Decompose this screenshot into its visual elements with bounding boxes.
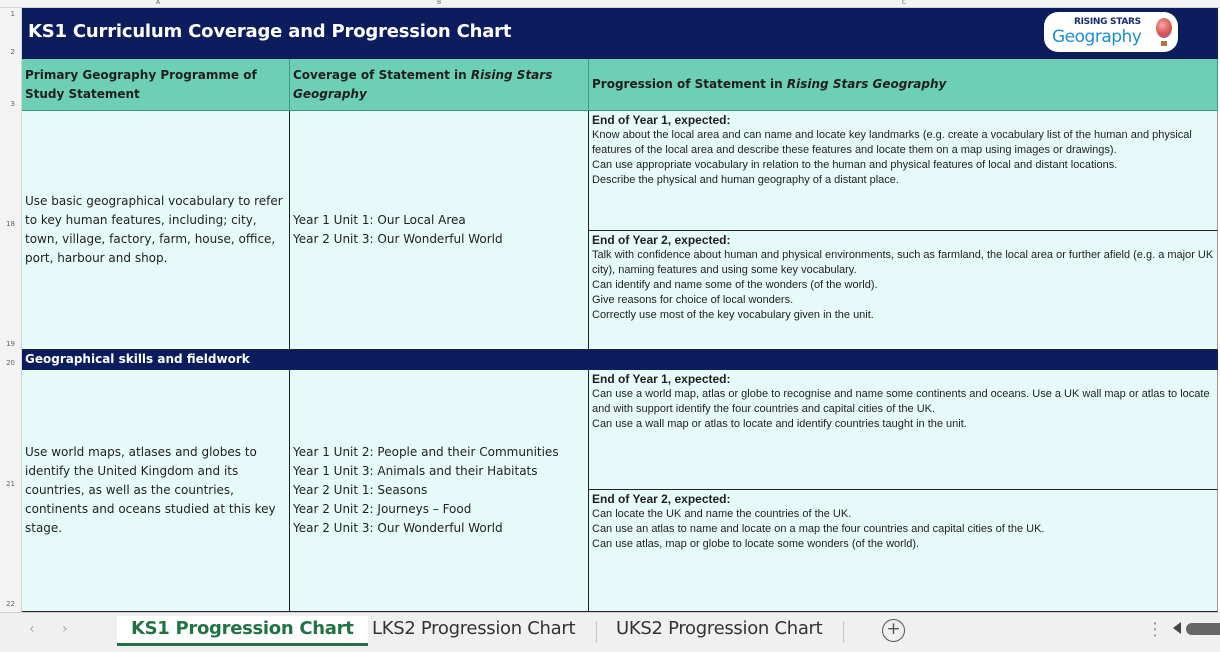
progression-line: Can identify and name some of the wonders (of the world). [592, 279, 878, 291]
tab-separator [843, 621, 844, 643]
logo-top-text: RISING STARS [1074, 17, 1141, 27]
progression-year1-title: End of Year 1, expected: [592, 372, 731, 386]
tab-uks2-progression-chart[interactable]: UKS2 Progression Chart [616, 618, 823, 639]
progression-year2-cell[interactable] [589, 231, 1218, 350]
coverage-item: Year 1 Unit 3: Animals and their Habitats [293, 464, 538, 478]
progression-line: Can use appropriate vocabulary in relation to the human and physical features of local and distant locations. [592, 159, 1118, 171]
sheet-tab-bar [0, 612, 1220, 652]
progression-year1-title: End of Year 1, expected: [592, 113, 731, 127]
statement-text: Use basic geographical vocabulary to refer to key human features, including; city, town, village, factory, farm, house, office, port, harbour and shop. [25, 194, 283, 265]
section-heading: Geographical skills and fieldwork [25, 352, 250, 366]
scroll-left-icon[interactable] [1173, 622, 1181, 634]
coverage-item: Year 1 Unit 2: People and their Communities [293, 445, 559, 459]
header-coverage[interactable] [290, 59, 589, 111]
progression-line: Can use atlas, map or globe to locate some wonders (of the world). [592, 538, 920, 550]
statement-text: Use world maps, atlases and globes to identify the United Kingdom and its countries, as well as the countries, continents and oceans studied at this key stage. [25, 445, 276, 535]
column-header-strip [0, 0, 1220, 8]
coverage-item: Year 2 Unit 3: Our Wonderful World [293, 232, 503, 246]
row-header-strip [0, 8, 22, 612]
column-header-a[interactable]: A [156, 0, 161, 6]
progression-line: Give reasons for choice of local wonders. [592, 294, 794, 306]
tab-ks1-progression-chart[interactable]: KS1 Progression Chart [117, 616, 368, 646]
header-progression-label: Progression of Statement in Rising Stars Geography [592, 77, 947, 91]
coverage-item: Year 2 Unit 2: Journeys – Food [293, 502, 472, 516]
row-number[interactable]: 2 [10, 48, 15, 56]
statement-cell[interactable] [22, 111, 290, 350]
header-coverage-label: Coverage of Statement in Rising Stars Geography [293, 67, 553, 101]
progression-line: Correctly use most of the key vocabulary given in the unit. [592, 309, 874, 321]
tab-lks2-progression-chart[interactable]: LKS2 Progression Chart [372, 618, 576, 639]
progression-year2-title: End of Year 2, expected: [592, 492, 731, 506]
next-sheet-icon[interactable]: › [62, 621, 68, 637]
more-options-icon[interactable]: ⋮ [1146, 619, 1164, 640]
header-progression[interactable] [589, 59, 1218, 111]
progression-line: Can use a wall map or atlas to locate and identify countries taught in the unit. [592, 418, 967, 430]
hot-air-balloon-icon [1156, 18, 1172, 38]
progression-line: Know about the local area and can name and locate key landmarks (e.g. create a vocabulary list of the human and physical features of the local area and describe these features and locate them on a map using images or drawings). [592, 129, 1192, 156]
horizontal-scrollbar-thumb[interactable] [1186, 623, 1220, 635]
add-sheet-icon[interactable]: + [882, 619, 905, 642]
progression-line: Describe the physical and human geography of a distant place. [592, 174, 899, 186]
progression-year2-title: End of Year 2, expected: [592, 233, 731, 247]
coverage-cell[interactable] [290, 370, 589, 612]
progression-line: Can use an atlas to name and locate on a map the four countries and capital cities of the UK. [592, 523, 1045, 535]
coverage-item: Year 2 Unit 3: Our Wonderful World [293, 521, 503, 535]
progression-year2-cell[interactable] [589, 490, 1218, 612]
section-heading-row[interactable] [22, 350, 1218, 370]
column-header-b[interactable]: B [437, 0, 442, 6]
coverage-cell[interactable] [290, 111, 589, 350]
row-number[interactable]: 20 [6, 359, 15, 367]
balloon-basket-icon [1161, 41, 1167, 46]
tab-separator [596, 621, 597, 643]
progression-line: Can use a world map, atlas or globe to recognise and name some continents and oceans. Use a UK wall map or atlas to locate and with support identify the four countries and capital cities of the UK. [592, 388, 1210, 415]
row-number[interactable]: 22 [6, 600, 15, 608]
row-number[interactable]: 1 [10, 10, 15, 18]
coverage-item: Year 1 Unit 1: Our Local Area [293, 213, 466, 227]
logo-bottom-text: Geography [1052, 27, 1142, 47]
progression-year1-cell[interactable] [589, 370, 1218, 490]
sheet-title: KS1 Curriculum Coverage and Progression Chart [28, 21, 512, 42]
coverage-item: Year 2 Unit 1: Seasons [293, 483, 428, 497]
column-header-c[interactable]: C [902, 0, 907, 6]
row-number[interactable]: 3 [10, 100, 15, 108]
header-programme-label: Primary Geography Programme of Study Statement [25, 67, 257, 101]
row-number[interactable]: 21 [6, 480, 15, 488]
progression-line: Talk with confidence about human and physical environments, such as farmland, the local area or further afield (e.g. a major UK city), naming features and using some key vocabulary. [592, 249, 1214, 276]
row-number[interactable]: 19 [6, 340, 15, 348]
prev-sheet-icon[interactable]: ‹ [29, 621, 35, 637]
rising-stars-geography-logo [1044, 12, 1178, 52]
progression-year1-cell[interactable] [589, 111, 1218, 231]
header-programme-of-study[interactable] [22, 59, 290, 111]
row-number[interactable]: 18 [6, 220, 15, 228]
worksheet-grid[interactable] [22, 8, 1218, 612]
progression-line: Can locate the UK and name the countries of the UK. [592, 508, 852, 520]
statement-cell[interactable] [22, 370, 290, 612]
title-row[interactable] [22, 8, 1218, 59]
